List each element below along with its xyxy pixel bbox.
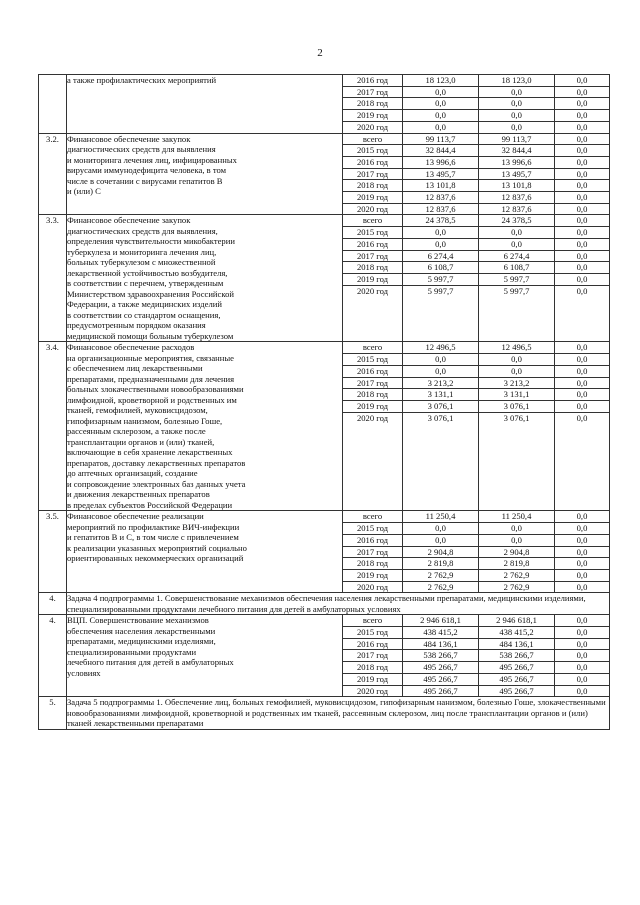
year-cell: 2019 год [343, 673, 402, 685]
other-cell: 0,0 [555, 546, 609, 558]
description-line: Финансовое обеспечение закупок [67, 215, 191, 226]
table-row [39, 511, 610, 593]
description-line: ориентированных некоммерческих организаций [67, 553, 244, 564]
description-line: рассеянным склерозом, а также после [67, 426, 206, 437]
federal-cell: 0,0 [479, 110, 554, 122]
federal-cell: 495 266,7 [479, 673, 554, 685]
federal-cell: 12 837,6 [501, 203, 532, 214]
description-line: предусмотренным порядком оказания [67, 320, 206, 331]
federal-column [479, 511, 555, 593]
federal-cell: 5 997,7 [503, 285, 530, 296]
description-line: в соответствии со стандартом оснащения, [67, 309, 221, 320]
other-column [555, 133, 610, 215]
federal-cell: 18 123,0 [479, 75, 554, 86]
federal-cell: 11 250,4 [479, 511, 554, 522]
year-cell: 2017 год [343, 377, 402, 389]
description-line: и сопровождение электронных баз данных учета [67, 478, 246, 489]
description-line: лечебного питания для детей в амбулаторных [67, 657, 234, 668]
federal-column [479, 342, 555, 511]
total-cell: 99 113,7 [403, 134, 478, 145]
page-number: 2 [317, 47, 323, 59]
year-cell: 2016 год [343, 534, 402, 546]
federal-cell: 0,0 [479, 238, 554, 250]
description-line: с обеспечением лиц лекарственными [67, 363, 203, 374]
years-column [343, 615, 403, 697]
years-column [343, 511, 403, 593]
year-cell: 2019 год [343, 569, 402, 581]
total-cell: 3 076,1 [427, 412, 454, 423]
federal-cell: 3 076,1 [479, 400, 554, 412]
activity-description [67, 342, 343, 511]
year-cell: 2018 год [343, 662, 402, 674]
row-number: 4. [39, 615, 67, 697]
federal-cell: 6 274,4 [479, 250, 554, 262]
total-cell: 13 996,6 [403, 156, 478, 168]
description-line: и движения лекарственных препаратов [67, 489, 210, 500]
year-cell: всего [343, 615, 402, 626]
year-cell: 2017 год [343, 546, 402, 558]
total-cell: 32 844,4 [403, 145, 478, 157]
federal-column [479, 75, 555, 134]
other-cell: 0,0 [555, 145, 609, 157]
federal-cell: 438 415,2 [479, 627, 554, 639]
row-number: 3.3. [39, 215, 67, 342]
federal-cell: 495 266,7 [479, 662, 554, 674]
year-cell: 2018 год [343, 558, 402, 570]
table-row [39, 133, 610, 215]
description-line: числе в сочетании с вирусами гепатитов В [67, 175, 223, 186]
federal-cell: 6 108,7 [479, 262, 554, 274]
total-cell: 5 997,7 [403, 273, 478, 285]
federal-cell: 2 946 618,1 [479, 615, 554, 626]
year-cell: 2016 год [343, 638, 402, 650]
description-line: в пределах субъектов Российской Федерации [67, 499, 233, 510]
description-line: в соответствии с перечнем, утвержденным [67, 278, 224, 289]
other-cell: 0,0 [555, 110, 609, 122]
total-cell: 0,0 [403, 238, 478, 250]
federal-cell: 0,0 [479, 227, 554, 239]
table-row [39, 215, 610, 342]
total-cell: 18 123,0 [403, 75, 478, 86]
other-cell: 0,0 [576, 203, 588, 214]
federal-cell: 3 131,1 [479, 389, 554, 401]
years-column [343, 342, 403, 511]
other-cell: 0,0 [555, 250, 609, 262]
other-cell: 0,0 [555, 215, 609, 226]
total-column [403, 75, 479, 134]
federal-cell: 0,0 [479, 523, 554, 535]
year-cell: 2019 год [343, 110, 402, 122]
other-cell: 0,0 [555, 615, 609, 626]
description-line: а также профилактических мероприятий [67, 75, 217, 85]
description-line: и (или) С [67, 186, 101, 197]
federal-cell: 5 997,7 [479, 273, 554, 285]
table-row [39, 615, 610, 697]
federal-cell: 0,0 [479, 98, 554, 110]
task-row [39, 593, 610, 615]
years-column [343, 133, 403, 215]
description-line: Федерации, а также медицинских изделий [67, 299, 222, 310]
federal-cell: 2 819,8 [479, 558, 554, 570]
years-column [343, 215, 403, 342]
total-cell: 5 997,7 [427, 285, 454, 296]
year-cell: 2020 год [356, 285, 389, 296]
description-line: к реализации указанных мероприятий социально [67, 542, 247, 553]
other-cell: 0,0 [576, 581, 588, 592]
other-cell: 0,0 [555, 400, 609, 412]
other-cell: 0,0 [555, 662, 609, 674]
other-column [555, 615, 610, 697]
other-cell: 0,0 [555, 238, 609, 250]
total-cell: 0,0 [403, 534, 478, 546]
total-cell: 12 837,6 [425, 203, 456, 214]
other-cell: 0,0 [555, 558, 609, 570]
federal-cell: 2 762,9 [503, 581, 530, 592]
description-line: на организационные мероприятия, связанные [67, 352, 234, 363]
other-cell: 0,0 [555, 156, 609, 168]
other-column [555, 511, 610, 593]
activity-description [67, 133, 343, 215]
year-cell: 2019 год [343, 400, 402, 412]
year-cell: 2020 год [356, 581, 389, 592]
table-row [39, 75, 610, 134]
other-column [555, 342, 610, 511]
other-cell: 0,0 [555, 180, 609, 192]
other-cell: 0,0 [555, 627, 609, 639]
total-column [403, 342, 479, 511]
total-cell: 2 819,8 [403, 558, 478, 570]
total-cell: 11 250,4 [403, 511, 478, 522]
description-line: и гепатитов В и С, в том числе с привлечением [67, 532, 239, 543]
total-cell: 0,0 [403, 227, 478, 239]
total-cell: 2 946 618,1 [403, 615, 478, 626]
description-line: Финансовое обеспечение расходов [67, 342, 195, 353]
federal-cell: 484 136,1 [479, 638, 554, 650]
federal-cell: 12 837,6 [479, 192, 554, 204]
description-line: препаратами, предназначенными для лечения [67, 373, 235, 384]
other-cell: 0,0 [555, 511, 609, 522]
description-line: диагностических средств для выявления [67, 144, 216, 155]
federal-cell: 13 495,7 [479, 168, 554, 180]
year-cell: 2016 год [343, 75, 402, 86]
year-cell: 2017 год [343, 168, 402, 180]
total-cell: 0,0 [403, 110, 478, 122]
year-cell: всего [343, 342, 402, 353]
federal-cell: 0,0 [479, 86, 554, 98]
total-column [403, 133, 479, 215]
budget-table [38, 74, 610, 730]
description-line: включающие в себя хранение лекарственных [67, 447, 233, 458]
description-line: Министерством здравоохранения Российской [67, 288, 234, 299]
table-row [39, 342, 610, 511]
total-cell: 495 266,7 [403, 662, 478, 674]
description-line: и мониторинга лечения лиц, инфицированных [67, 154, 237, 165]
year-cell: 2015 год [343, 627, 402, 639]
federal-cell: 13 101,8 [479, 180, 554, 192]
other-cell: 0,0 [576, 121, 588, 132]
description-line: лекарственной устойчивостью возбудителя, [67, 267, 228, 278]
description-line: до аптечных организаций, создание [67, 468, 198, 479]
total-cell: 3 213,2 [403, 377, 478, 389]
federal-cell: 2 762,9 [479, 569, 554, 581]
description-line: вирусами иммунодефицита человека, в том [67, 165, 227, 176]
row-number: 5. [39, 697, 67, 730]
other-cell: 0,0 [555, 134, 609, 145]
description-line: определения чувствительности микобактерии [67, 236, 235, 247]
year-cell: 2018 год [343, 180, 402, 192]
total-cell: 0,0 [435, 121, 446, 132]
other-cell: 0,0 [555, 534, 609, 546]
federal-cell: 12 496,5 [479, 342, 554, 353]
description-line: препаратов, доставку лекарственных препаратов [67, 457, 246, 468]
task-description: Задача 5 подпрограммы 1. Обеспечение лиц, больных гемофилией, муковисцидозом, гипофизарным нанизмом, болезнью Гоше, злокачественными новообразованиями лимфоидной, кроветворной и родственных им тканей, рассеянным склерозом, лиц после трансплантации органов и (или) тканей лекарственными препаратами [67, 697, 610, 730]
federal-cell: 24 378,5 [479, 215, 554, 226]
total-column [403, 615, 479, 697]
total-cell: 438 415,2 [403, 627, 478, 639]
year-cell: 2015 год [343, 523, 402, 535]
other-cell: 0,0 [555, 342, 609, 353]
federal-column [479, 133, 555, 215]
year-cell: 2016 год [343, 365, 402, 377]
federal-cell: 495 266,7 [499, 685, 534, 696]
total-column [403, 215, 479, 342]
total-cell: 24 378,5 [403, 215, 478, 226]
other-cell: 0,0 [555, 523, 609, 535]
year-cell: 2020 год [356, 121, 389, 132]
row-number: 3.2. [39, 133, 67, 215]
other-cell: 0,0 [555, 673, 609, 685]
other-cell: 0,0 [555, 354, 609, 366]
total-cell: 2 904,8 [403, 546, 478, 558]
total-cell: 12 496,5 [403, 342, 478, 353]
task-row [39, 697, 610, 730]
description-line: туберкулеза и мониторинга лечения лиц, [67, 246, 217, 257]
total-cell: 0,0 [403, 98, 478, 110]
description-line: Финансовое обеспечение закупок [67, 133, 191, 144]
total-cell: 0,0 [403, 365, 478, 377]
year-cell: 2020 год [356, 203, 389, 214]
other-cell: 0,0 [576, 285, 588, 296]
row-number: 4. [39, 593, 67, 615]
total-cell: 0,0 [403, 86, 478, 98]
row-number: 3.5. [39, 511, 67, 593]
federal-cell: 0,0 [511, 121, 522, 132]
other-cell: 0,0 [555, 569, 609, 581]
activity-description [67, 615, 343, 697]
year-cell: 2017 год [343, 86, 402, 98]
description-line: ВЦП. Совершенствование механизмов [67, 615, 209, 626]
total-cell: 495 266,7 [423, 685, 458, 696]
description-line: тканей, гемофилией, муковисцидозом, [67, 405, 208, 416]
description-line: гипофизарным нанизмом, болезнью Гоше, [67, 415, 223, 426]
total-cell: 6 274,4 [403, 250, 478, 262]
federal-cell: 3 213,2 [479, 377, 554, 389]
activity-description [67, 215, 343, 342]
total-cell: 13 101,8 [403, 180, 478, 192]
year-cell: всего [343, 511, 402, 522]
other-cell: 0,0 [555, 365, 609, 377]
year-cell: 2017 год [343, 250, 402, 262]
year-cell: 2018 год [343, 98, 402, 110]
federal-cell: 0,0 [479, 365, 554, 377]
other-cell: 0,0 [555, 377, 609, 389]
other-cell: 0,0 [555, 86, 609, 98]
year-cell: 2019 год [343, 273, 402, 285]
description-line: условиях [67, 667, 101, 678]
total-cell: 0,0 [403, 354, 478, 366]
federal-column [479, 215, 555, 342]
year-cell: всего [343, 215, 402, 226]
federal-cell: 0,0 [479, 354, 554, 366]
total-cell: 2 762,9 [427, 581, 454, 592]
other-cell: 0,0 [555, 192, 609, 204]
description-line: обеспечения населения лекарственными [67, 625, 216, 636]
task-description: Задача 4 подпрограммы 1. Совершенствование механизмов обеспечения населения лекарственными препаратами, медицинскими изделиями, специализированными продуктами лечебного питания для детей в амбулаторных условиях [67, 593, 610, 615]
row-number: 3.4. [39, 342, 67, 511]
other-cell: 0,0 [555, 638, 609, 650]
year-cell: 2016 год [343, 156, 402, 168]
other-cell: 0,0 [555, 389, 609, 401]
federal-column [479, 615, 555, 697]
other-cell: 0,0 [555, 227, 609, 239]
total-cell: 2 762,9 [403, 569, 478, 581]
total-cell: 12 837,6 [403, 192, 478, 204]
other-cell: 0,0 [555, 650, 609, 662]
total-cell: 3 076,1 [403, 400, 478, 412]
year-cell: 2015 год [343, 227, 402, 239]
year-cell: 2019 год [343, 192, 402, 204]
year-cell: всего [343, 134, 402, 145]
total-cell: 0,0 [403, 523, 478, 535]
activity-description [67, 511, 343, 593]
other-cell: 0,0 [555, 98, 609, 110]
total-cell: 3 131,1 [403, 389, 478, 401]
description-line: специализированными продуктами [67, 646, 197, 657]
other-cell: 0,0 [555, 262, 609, 274]
other-column [555, 215, 610, 342]
year-cell: 2015 год [343, 354, 402, 366]
description-line: лимфоидной, кроветворной и родственных им [67, 394, 237, 405]
federal-cell: 99 113,7 [479, 134, 554, 145]
other-cell: 0,0 [555, 75, 609, 86]
description-line: медицинской помощи больным туберкулезом [67, 330, 234, 341]
row-number [39, 75, 67, 134]
other-cell: 0,0 [576, 685, 588, 696]
federal-cell: 2 904,8 [479, 546, 554, 558]
other-cell: 0,0 [576, 412, 588, 423]
total-cell: 13 495,7 [403, 168, 478, 180]
description-line: мероприятий по профилактике ВИЧ-инфекции [67, 521, 240, 532]
federal-cell: 0,0 [479, 534, 554, 546]
federal-cell: 3 076,1 [503, 412, 530, 423]
description-line: Финансовое обеспечение реализации [67, 511, 204, 522]
year-cell: 2018 год [343, 389, 402, 401]
federal-cell: 32 844,4 [479, 145, 554, 157]
description-line: диагностических средств для выявления, [67, 225, 218, 236]
year-cell: 2020 год [356, 685, 389, 696]
year-cell: 2017 год [343, 650, 402, 662]
year-cell: 2016 год [343, 238, 402, 250]
federal-cell: 538 266,7 [479, 650, 554, 662]
activity-description [67, 75, 343, 134]
total-column [403, 511, 479, 593]
description-line: больных туберкулезом с множественной [67, 257, 216, 268]
federal-cell: 13 996,6 [479, 156, 554, 168]
total-cell: 538 266,7 [403, 650, 478, 662]
other-column [555, 75, 610, 134]
description-line: препаратами, медицинскими изделиями, [67, 636, 216, 647]
year-cell: 2020 год [356, 412, 389, 423]
year-cell: 2018 год [343, 262, 402, 274]
other-cell: 0,0 [555, 273, 609, 285]
description-line: больных злокачественными новообразованиями [67, 384, 244, 395]
total-cell: 6 108,7 [403, 262, 478, 274]
description-line: трансплантации органов и (или) тканей, [67, 436, 215, 447]
years-column [343, 75, 403, 134]
other-cell: 0,0 [555, 168, 609, 180]
total-cell: 484 136,1 [403, 638, 478, 650]
total-cell: 495 266,7 [403, 673, 478, 685]
year-cell: 2015 год [343, 145, 402, 157]
